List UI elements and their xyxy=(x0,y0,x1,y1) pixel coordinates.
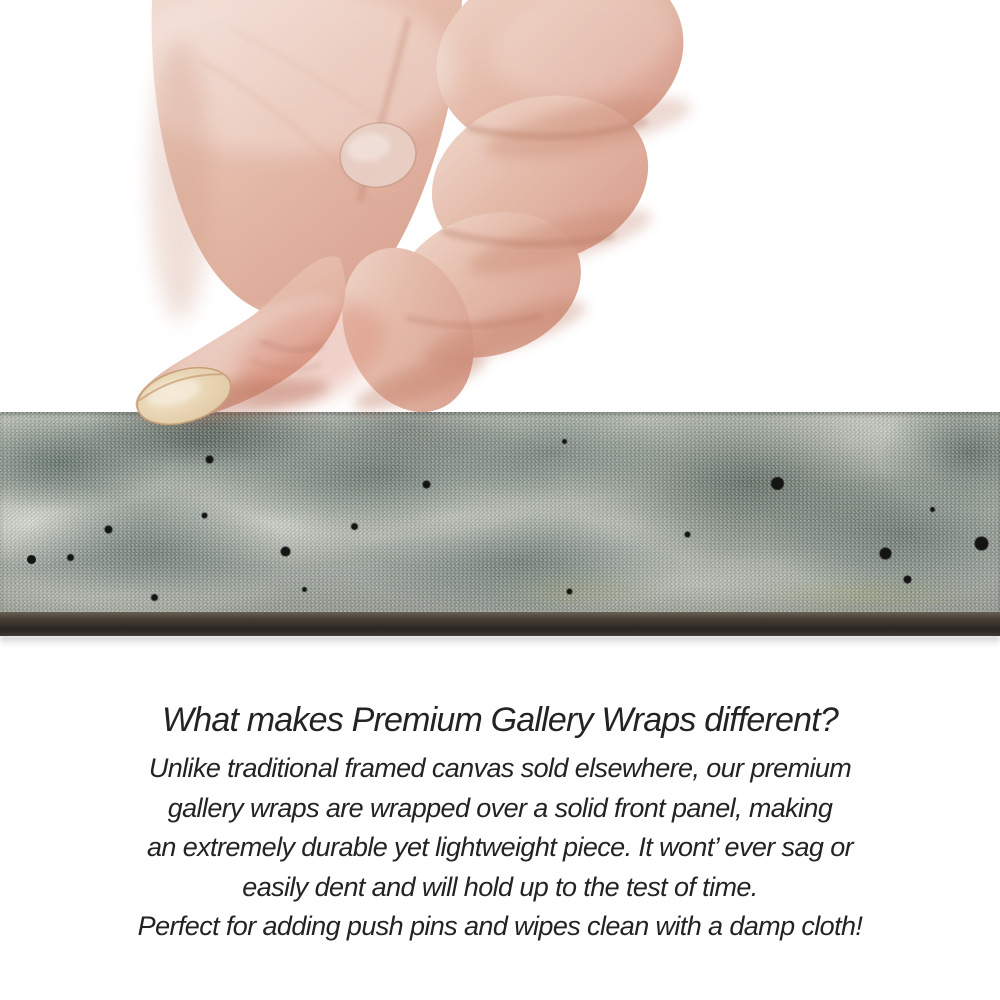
body-line-3: an extremely durable yet lightweight piece. It wont’ ever sag or xyxy=(147,832,853,862)
canvas-holes xyxy=(27,555,36,564)
body-line-2: gallery wraps are wrapped over a solid front panel, making xyxy=(167,792,833,823)
headline: What makes Premium Gallery Wraps different? xyxy=(161,701,839,739)
body-line-1: Unlike traditional framed canvas sold elsewhere, our premium xyxy=(148,753,852,783)
canvas-drop-shadow xyxy=(0,636,1000,648)
body-line-5: Perfect for adding push pins and wipes clean with a damp cloth! xyxy=(137,911,863,941)
hand-photo xyxy=(0,0,1000,450)
body-line-4: easily dent and will hold up to the test of time. xyxy=(242,871,758,902)
copy-block xyxy=(0,701,1000,947)
canvas-bottom-edge xyxy=(0,612,1000,636)
